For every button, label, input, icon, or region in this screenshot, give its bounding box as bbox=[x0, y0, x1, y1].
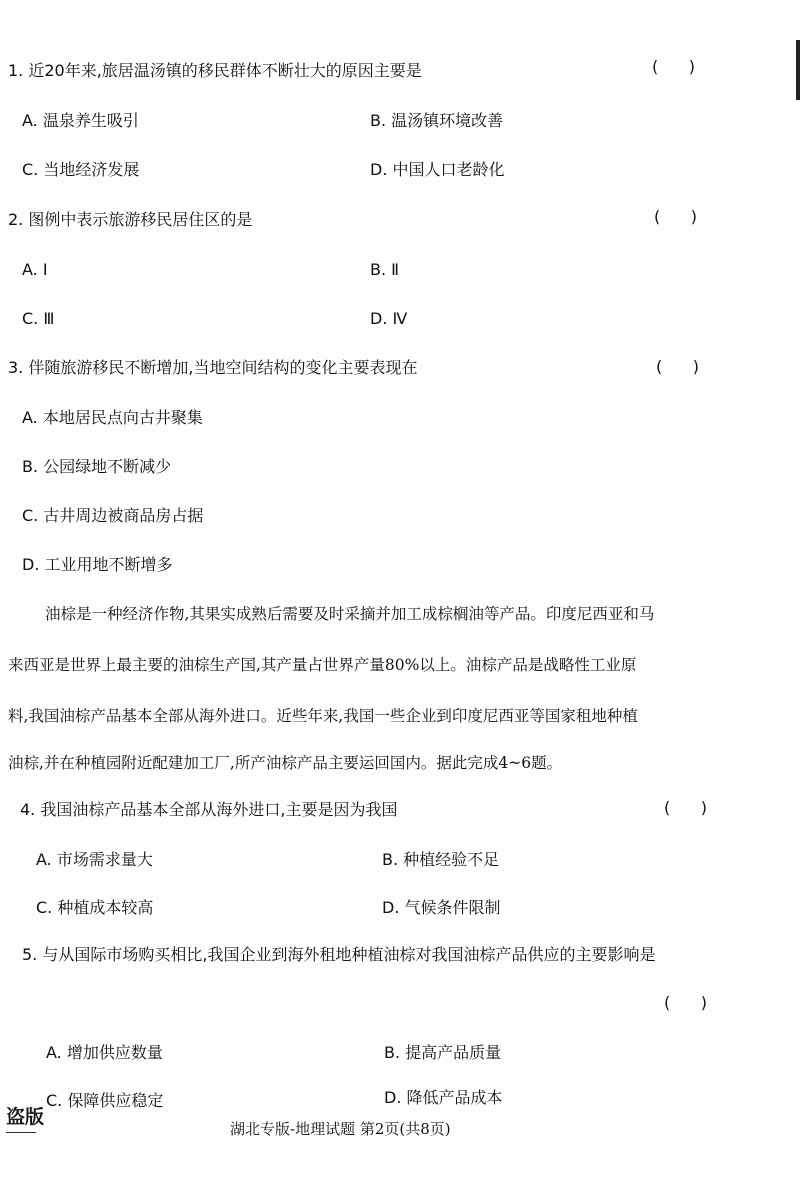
question-3-option-c: C. 古井周边被商品房占据 bbox=[22, 506, 204, 525]
question-4-option-b: B. 种植经验不足 bbox=[382, 850, 500, 869]
passage-line-3: 料,我国油棕产品基本全部从海外进口。近些年来,我国一些企业到印度尼西亚等国家租地种植 bbox=[8, 707, 638, 725]
question-5-answer-bracket: ( ) bbox=[664, 993, 707, 1012]
question-2-option-b: B. Ⅱ bbox=[370, 260, 400, 279]
question-3-option-a: A. 本地居民点向古井聚集 bbox=[22, 408, 203, 427]
question-1-option-b: B. 温汤镇环境改善 bbox=[370, 111, 504, 130]
question-4-option-c: C. 种植成本较高 bbox=[36, 898, 154, 917]
question-1-answer-bracket: ( ) bbox=[652, 57, 695, 76]
question-4-stem: 4. 我国油棕产品基本全部从海外进口,主要是因为我国 bbox=[20, 800, 398, 819]
question-2-stem: 2. 图例中表示旅游移民居住区的是 bbox=[8, 210, 253, 229]
question-5-stem: 5. 与从国际市场购买相比,我国企业到海外租地种植油棕对我国油棕产品供应的主要影响是 bbox=[22, 945, 656, 964]
question-2-option-d: D. Ⅳ bbox=[370, 309, 408, 328]
question-5-option-a: A. 增加供应数量 bbox=[46, 1043, 163, 1062]
page-footer: 湖北专版-地理试题 第2页(共8页) bbox=[230, 1120, 451, 1138]
stamp-underline bbox=[6, 1132, 36, 1133]
question-5-option-b: B. 提高产品质量 bbox=[384, 1043, 502, 1062]
question-2-option-a: A. Ⅰ bbox=[22, 260, 48, 279]
passage-line-2: 来西亚是世界上最主要的油棕生产国,其产量占世界产量80%以上。油棕产品是战略性工业原 bbox=[8, 656, 637, 674]
question-5-option-c: C. 保障供应稳定 bbox=[46, 1091, 164, 1110]
question-3-option-b: B. 公园绿地不断减少 bbox=[22, 457, 172, 476]
passage-line-4: 油棕,并在种植园附近配建加工厂,所产油棕产品主要运回国内。据此完成4~6题。 bbox=[8, 754, 563, 772]
question-4-option-d: D. 气候条件限制 bbox=[382, 898, 501, 917]
question-1-option-d: D. 中国人口老龄化 bbox=[370, 160, 505, 179]
question-2-option-c: C. Ⅲ bbox=[22, 309, 55, 328]
question-3-answer-bracket: ( ) bbox=[656, 357, 699, 376]
question-3-option-d: D. 工业用地不断增多 bbox=[22, 555, 173, 574]
passage-line-1: 油棕是一种经济作物,其果实成熟后需要及时采摘并加工成棕榈油等产品。印度尼西亚和马 bbox=[45, 605, 655, 623]
question-1-option-c: C. 当地经济发展 bbox=[22, 160, 140, 179]
scan-edge-shadow bbox=[796, 40, 800, 100]
question-5-option-d: D. 降低产品成本 bbox=[384, 1088, 503, 1107]
question-3-stem: 3. 伴随旅游移民不断增加,当地空间结构的变化主要表现在 bbox=[8, 358, 418, 377]
question-1-stem: 1. 近20年来,旅居温汤镇的移民群体不断壮大的原因主要是 bbox=[8, 61, 422, 80]
piracy-stamp: 盗版 bbox=[6, 1106, 45, 1128]
question-1-option-a: A. 温泉养生吸引 bbox=[22, 111, 139, 130]
question-2-answer-bracket: ( ) bbox=[654, 207, 697, 226]
question-4-answer-bracket: ( ) bbox=[664, 798, 707, 817]
question-4-option-a: A. 市场需求量大 bbox=[36, 850, 153, 869]
